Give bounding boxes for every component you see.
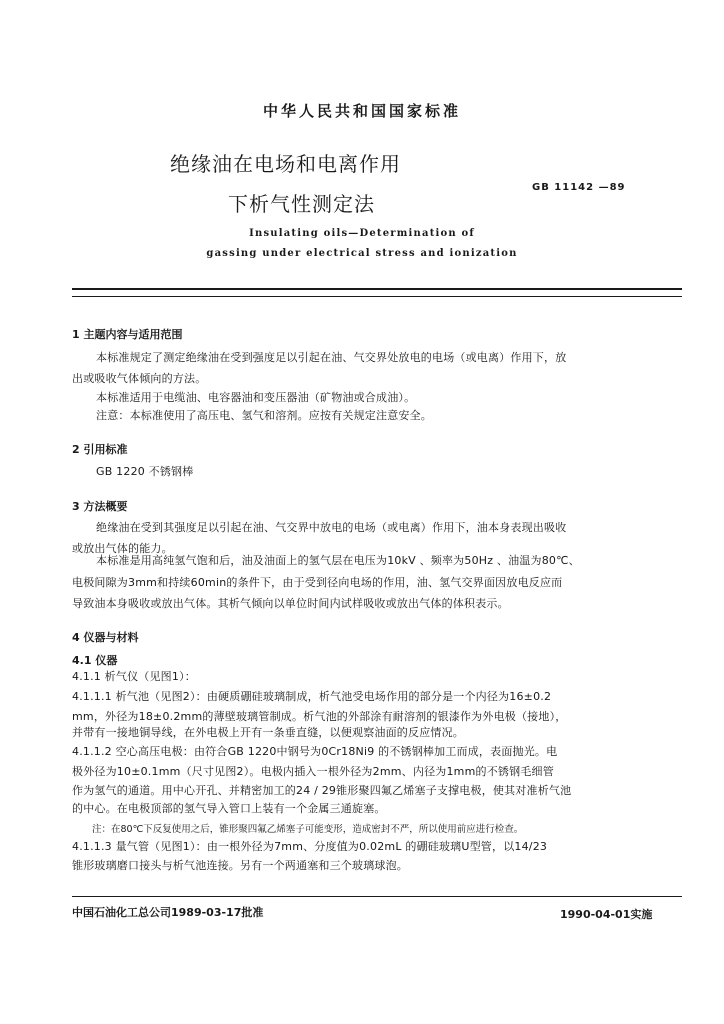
- section-4-1-1-1-line-3: 并带有一接地铜导线，在外电极上开有一条垂直缝，以便观察油面的反应情况。: [72, 726, 464, 739]
- header-rule-thin: [72, 296, 682, 297]
- section-3-paragraph-1-line-2: 或放出气体的能力。: [72, 542, 173, 555]
- approval-date: 中国石油化工总公司1989-03-17批准: [72, 906, 264, 919]
- section-1-paragraph-1-line-1: 本标准规定了测定绝缘油在受到强度足以引起在油、气交界处放电的电场（或电离）作用下，放: [96, 351, 567, 364]
- section-3-paragraph-2-line-3: 导致油本身吸收或放出气体。其析气倾向以单位时间内试样吸收或放出气体的体积表示。: [72, 597, 509, 610]
- section-3-paragraph-1-line-1: 绝缘油在受到其强度足以引起在油、气交界中放电的电场（或电离）作用下，油本身表现出吸收: [96, 521, 567, 534]
- national-standard-heading: 中华人民共和国国家标准: [262, 102, 461, 120]
- section-4-1-heading: 4.1 仪器: [72, 654, 118, 667]
- title-cn-line2: 下析气性测定法: [228, 192, 375, 216]
- section-4-1-1-2-line-2: 极外径为10±0.1mm（尺寸见图2）。电极内插入一根外径为2mm、内径为1mm的不锈钢毛细管: [72, 765, 554, 778]
- section-3-heading: 3 方法概要: [72, 500, 128, 513]
- section-4-1-1-heading: 4.1.1 析气仪（见图1）：: [72, 670, 196, 683]
- implementation-date: 1990-04-01实施: [560, 908, 653, 921]
- section-4-1-1-3-line-2: 锥形玻璃磨口接头与析气池连接。另有一个两通塞和三个玻璃球泡。: [72, 859, 408, 872]
- section-4-heading: 4 仪器与材料: [72, 631, 139, 644]
- section-4-1-1-2-line-3: 作为氢气的通道。用中心开孔、并精密加工的24 / 29锥形聚四氟乙烯塞子支撑电极，使其对准析气池: [72, 784, 572, 797]
- title-en-line1: Insulating oils—Determination of: [249, 228, 475, 239]
- section-4-1-1-3-line-1: 4.1.1.3 量气管（见图1）：由一根外径为7mm、分度值为0.02mL 的硼硅玻璃U型管，以14/23: [72, 840, 548, 853]
- standard-number: GB 11142 —89: [532, 182, 626, 193]
- section-4-note: 注：在80℃下反复使用之后，锥形聚四氟乙烯塞子可能变形，造成密封不严，所以使用前应进行检查。: [92, 824, 524, 835]
- header-rule-thick: [72, 288, 682, 290]
- title-en-line2: gassing under electrical stress and ionization: [206, 248, 518, 259]
- section-4-1-1-1-line-1: 4.1.1.1 析气池（见图2）：由硬质硼硅玻璃制成，析气池受电场作用的部分是一个内径为16±0.2: [72, 690, 552, 703]
- section-4-1-1-1-line-2: mm，外径为18±0.2mm的薄壁玻璃管制成。析气池的外部涂有耐溶剂的银漆作为外电极（接地），: [72, 710, 567, 723]
- section-2-heading: 2 引用标准: [72, 443, 128, 456]
- footer-rule: [72, 896, 682, 897]
- section-1-paragraph-1-line-2: 出或吸收气体倾向的方法。: [72, 372, 207, 385]
- section-1-safety-note: 注意：本标准使用了高压电、氢气和溶剂。应按有关规定注意安全。: [96, 409, 432, 422]
- section-4-1-1-2-line-1: 4.1.1.2 空心高压电极：由符合GB 1220中钢号为0Cr18Ni9 的不锈钢棒加工而成，表面抛光。电: [72, 745, 558, 758]
- section-2-reference: GB 1220 不锈钢棒: [96, 465, 194, 478]
- section-4-1-1-2-line-4: 的中心。在电极顶部的氢气导入管口上装有一个金属三通旋塞。: [72, 802, 386, 815]
- title-cn-line1: 绝缘油在电场和电离作用: [170, 152, 401, 176]
- section-1-heading: 1 主题内容与适用范围: [72, 328, 183, 341]
- section-3-paragraph-2-line-1: 本标准是用高纯氢气饱和后，油及油面上的氢气层在电压为10kV 、频率为50Hz 、油温为80℃、: [96, 554, 580, 567]
- section-1-paragraph-2: 本标准适用于电缆油、电容器油和变压器油（矿物油或合成油）。: [96, 391, 416, 404]
- section-3-paragraph-2-line-2: 电极间隙为3mm和持续60min的条件下，由于受到径向电场的作用，油、氢气交界面因放电反应而: [72, 576, 563, 589]
